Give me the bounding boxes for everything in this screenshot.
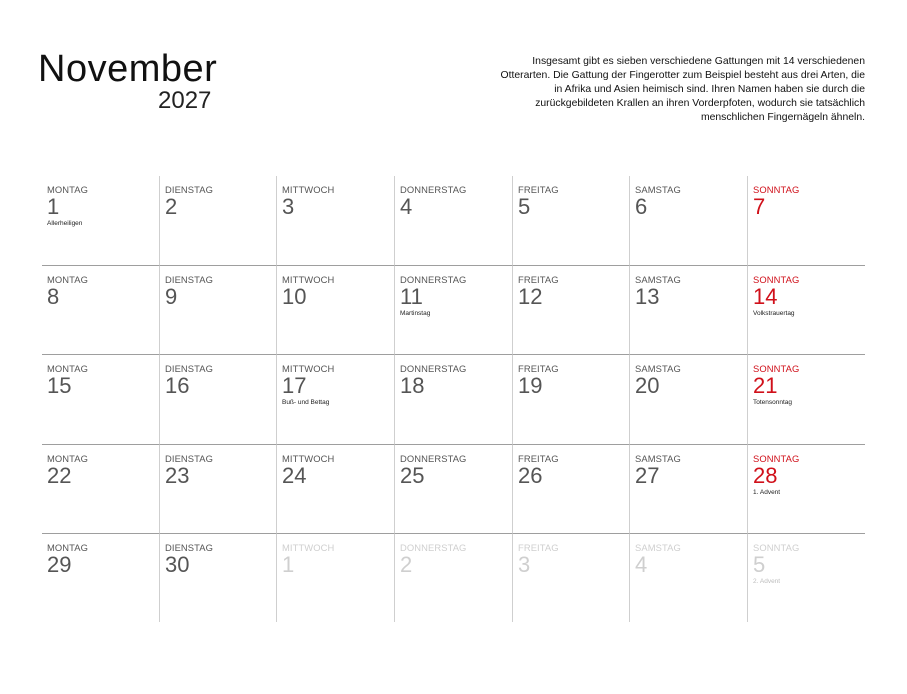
weekday-label: SONNTAG — [753, 452, 800, 464]
day-number: 19 — [518, 373, 543, 399]
day-number: 5 — [518, 194, 531, 219]
holiday-label: 1. Advent — [753, 488, 781, 496]
day-cell — [42, 533, 160, 622]
day-number: 3 — [518, 551, 531, 577]
day-cell — [42, 265, 160, 354]
weekday-label: MITTWOCH — [282, 363, 335, 375]
weekday-label: SONNTAG — [753, 541, 800, 553]
day-cell — [748, 354, 865, 443]
weekday-label: FREITAG — [518, 274, 559, 286]
day-number: 9 — [165, 284, 178, 310]
day-cell — [42, 444, 160, 533]
day-number: 17 — [282, 373, 307, 399]
day-cell — [513, 265, 630, 354]
holiday-label: Buß- und Bettag — [282, 399, 330, 407]
weekday-label: DONNERSTAG — [400, 184, 467, 195]
weekday-label: MITTWOCH — [282, 184, 335, 195]
day-number: 27 — [635, 462, 660, 488]
day-number: 8 — [47, 284, 60, 310]
day-cell — [277, 265, 395, 354]
holiday-label: Volkstrauertag — [753, 310, 795, 318]
day-cell — [513, 533, 630, 622]
day-cell — [277, 354, 395, 443]
day-cell — [513, 354, 630, 443]
day-number: 13 — [635, 284, 660, 310]
day-cell — [160, 176, 277, 265]
day-cell — [395, 265, 513, 354]
weekday-label: SAMSTAG — [635, 363, 681, 375]
weekday-label: DONNERSTAG — [400, 541, 467, 553]
day-cell — [748, 444, 865, 533]
weekday-label: MITTWOCH — [282, 274, 335, 286]
weekday-label: MITTWOCH — [282, 452, 335, 464]
day-number: 6 — [635, 194, 648, 219]
weekday-label: MONTAG — [47, 541, 89, 553]
weekday-label: FREITAG — [518, 184, 559, 195]
day-cell — [160, 444, 277, 533]
day-cell — [630, 176, 748, 265]
weekday-label: SONNTAG — [753, 363, 800, 375]
holiday-label: Totensonntag — [753, 399, 793, 407]
month-title: November — [38, 48, 218, 90]
weekday-label: SONNTAG — [753, 274, 800, 286]
day-number: 26 — [518, 462, 543, 488]
weekday-label: SONNTAG — [753, 184, 800, 195]
year-label: 2027 — [158, 87, 212, 114]
holiday-label: Allerheiligen — [47, 220, 83, 227]
day-number: 29 — [47, 551, 72, 577]
day-number: 2 — [400, 551, 413, 577]
day-number: 28 — [753, 462, 778, 488]
day-number: 7 — [753, 194, 766, 219]
day-number: 4 — [635, 551, 648, 577]
day-cell — [277, 444, 395, 533]
weekday-label: MONTAG — [47, 452, 89, 464]
day-number: 10 — [282, 284, 307, 310]
day-number: 11 — [400, 284, 423, 310]
weekday-label: FREITAG — [518, 541, 559, 553]
day-number: 20 — [635, 373, 660, 399]
day-number: 2 — [165, 194, 178, 219]
day-number: 30 — [165, 551, 190, 577]
day-cell — [42, 176, 160, 265]
weekday-label: DONNERSTAG — [400, 274, 467, 286]
weekday-label: DIENSTAG — [165, 452, 214, 464]
day-number: 21 — [753, 373, 778, 399]
day-cell — [630, 444, 748, 533]
day-number: 24 — [282, 462, 307, 488]
weekday-label: MONTAG — [47, 274, 89, 286]
day-cell — [277, 533, 395, 622]
day-number: 3 — [282, 194, 295, 219]
day-cell — [513, 176, 630, 265]
day-number: 16 — [165, 373, 190, 399]
day-cell — [748, 176, 865, 265]
weekday-label: MITTWOCH — [282, 541, 335, 553]
day-cell — [160, 354, 277, 443]
day-cell — [630, 354, 748, 443]
weekday-label: DONNERSTAG — [400, 363, 467, 375]
day-number: 22 — [47, 462, 72, 488]
intro-text: Insgesamt gibt es sieben verschiedene Gattungen mit 14 verschiedenen Otterarten. Die Gattung der Fingerotter zum Beispiel besteht aus drei Arten, die in Afrika und Asien heimisch sind. Ihren Namen haben sie durch die zurückgebildeten Krallen an ihren Vorderpfoten, wodurch sie tatsächlich menschlichen Fingernägeln ähneln. — [500, 56, 865, 123]
day-number: 1 — [47, 194, 60, 219]
day-cell — [748, 265, 865, 354]
weekday-label: DIENSTAG — [165, 274, 214, 286]
weekday-label: SAMSTAG — [635, 452, 681, 464]
day-number: 14 — [753, 284, 778, 310]
day-cell — [160, 533, 277, 622]
weekday-label: SAMSTAG — [635, 184, 681, 195]
day-cell — [748, 533, 865, 622]
day-number: 25 — [400, 462, 425, 488]
day-number: 4 — [400, 194, 413, 219]
weekday-label: MONTAG — [47, 184, 89, 195]
day-cell — [395, 176, 513, 265]
day-number: 5 — [753, 551, 766, 577]
day-cell — [630, 533, 748, 622]
day-cell — [395, 444, 513, 533]
day-number: 23 — [165, 462, 190, 488]
weekday-label: DONNERSTAG — [400, 452, 467, 464]
day-number: 15 — [47, 373, 72, 399]
weekday-label: DIENSTAG — [165, 363, 214, 375]
day-number: 18 — [400, 373, 425, 399]
weekday-label: FREITAG — [518, 452, 559, 464]
day-cell — [395, 354, 513, 443]
day-cell — [513, 444, 630, 533]
weekday-label: FREITAG — [518, 363, 559, 375]
holiday-label: Martinstag — [400, 310, 431, 318]
day-cell — [277, 176, 395, 265]
weekday-label: SAMSTAG — [635, 274, 681, 286]
day-cell — [630, 265, 748, 354]
holiday-label: 2. Advent — [753, 577, 781, 585]
calendar-grid — [42, 176, 865, 622]
day-cell — [395, 533, 513, 622]
day-number: 1 — [282, 551, 295, 577]
weekday-label: SAMSTAG — [635, 541, 681, 553]
day-cell — [42, 354, 160, 443]
day-number: 12 — [518, 284, 543, 310]
weekday-label: DIENSTAG — [165, 184, 214, 195]
day-cell — [160, 265, 277, 354]
weekday-label: DIENSTAG — [165, 541, 214, 553]
weekday-label: MONTAG — [47, 363, 89, 375]
